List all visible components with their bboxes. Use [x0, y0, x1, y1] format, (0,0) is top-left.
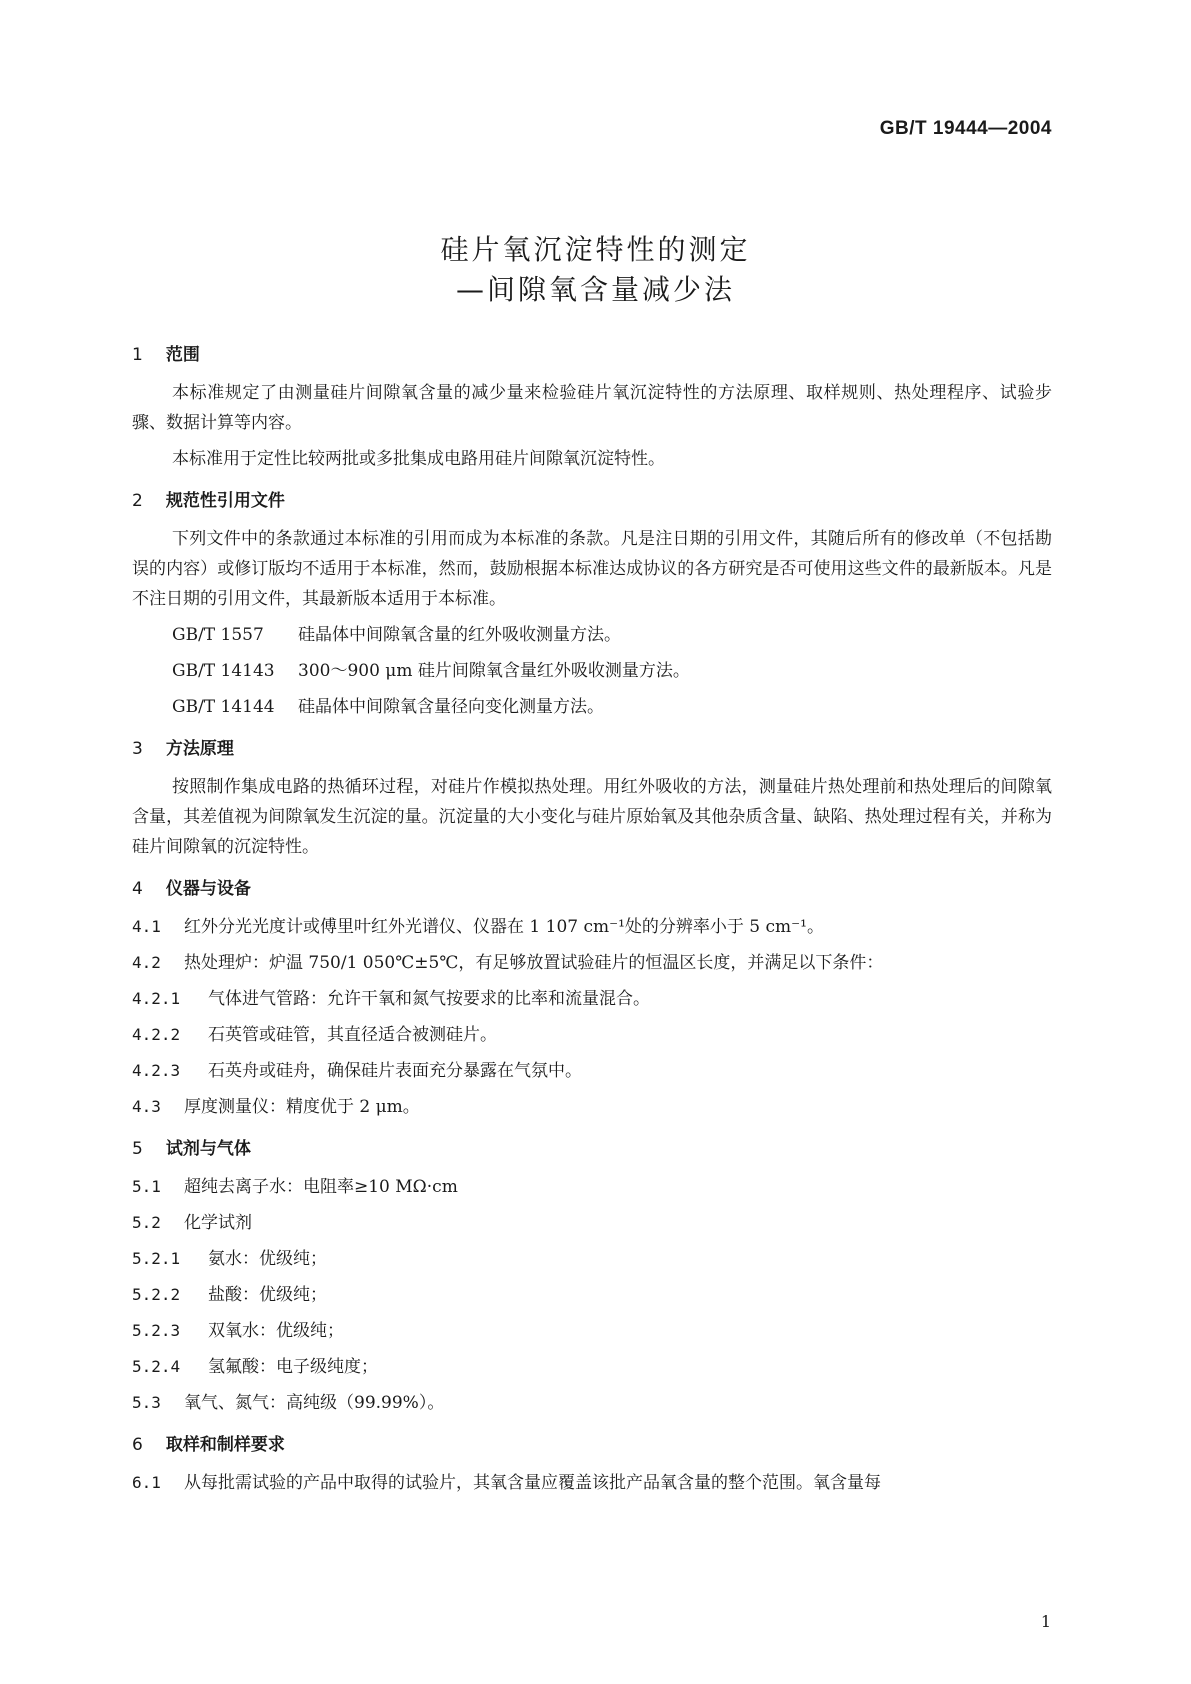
section-number: 5 [132, 1139, 143, 1159]
section-number: 6 [132, 1435, 143, 1455]
section-heading [132, 1134, 1052, 1164]
section-heading [132, 340, 1052, 370]
clause-number: 4.2.2 [132, 1025, 181, 1044]
clause-item [132, 1388, 1052, 1418]
clause-text: 化学试剂 [184, 1213, 252, 1233]
clause-text: 从每批需试验的产品中取得的试验片，其氧含量应覆盖该批产品氧含量的整个范围。氧含量每 [184, 1473, 881, 1493]
clause-text: 氧气、氮气：高纯级（99.99%）。 [184, 1393, 445, 1413]
reference-item [132, 656, 1052, 686]
clause-item [132, 1020, 1052, 1050]
clause-item [132, 1056, 1052, 1086]
clause-item [132, 1468, 1052, 1498]
section-number: 3 [132, 739, 143, 759]
paragraph: 按照制作集成电路的热循环过程，对硅片作模拟热处理。用红外吸收的方法，测量硅片热处理前和热处理后的间隙氧含量，其差值视为间隙氧发生沉淀的量。沉淀量的大小变化与硅片原始氧及其他杂质含量、缺陷、热处理过程有关，并称为硅片间隙氧的沉淀特性。 [132, 777, 1052, 857]
reference-code: GB/T 14143 [172, 661, 275, 681]
section-heading [132, 1430, 1052, 1460]
clause-text: 超纯去离子水：电阻率≥10 MΩ·cm [184, 1177, 458, 1197]
document-subtitle: —间隙氧含量减少法 [455, 273, 735, 306]
clause-number: 4.3 [132, 1097, 161, 1116]
reference-code: GB/T 14144 [172, 697, 275, 717]
clause-item [132, 948, 1052, 978]
clause-number: 4.1 [132, 917, 161, 936]
paragraph: 本标准规定了由测量硅片间隙氧含量的减少量来检验硅片氧沉淀特性的方法原理、取样规则、热处理程序、试验步骤、数据计算等内容。 [132, 383, 1052, 433]
clause-item [132, 1280, 1052, 1310]
clause-number: 4.2.3 [132, 1061, 181, 1080]
clause-number: 4.2 [132, 953, 161, 972]
standard-number: GB/T 19444—2004 [879, 118, 1052, 139]
clause-text: 热处理炉：炉温 750/1 050℃±5℃，有足够放置试验硅片的恒温区长度，并满足以下条件： [184, 953, 884, 973]
clause-number: 4.2.1 [132, 989, 181, 1008]
section-number: 4 [132, 879, 143, 899]
clause-text: 厚度测量仪：精度优于 2 μm。 [184, 1097, 420, 1117]
clause-number: 5.1 [132, 1177, 161, 1196]
clause-text: 石英舟或硅舟，确保硅片表面充分暴露在气氛中。 [208, 1061, 582, 1081]
clause-item [132, 984, 1052, 1014]
clause-number: 5.2 [132, 1213, 161, 1232]
reference-title: 硅晶体中间隙氧含量的红外吸收测量方法。 [298, 625, 621, 645]
section-title: 方法原理 [165, 739, 234, 759]
reference-title: 300～900 μm 硅片间隙氧含量红外吸收测量方法。 [298, 661, 690, 681]
clause-item [132, 1316, 1052, 1346]
clause-item [132, 1092, 1052, 1122]
section-title: 范围 [165, 345, 200, 365]
paragraph: 下列文件中的条款通过本标准的引用而成为本标准的条款。凡是注日期的引用文件，其随后所有的修改单（不包括勘误的内容）或修订版均不适用于本标准，然而，鼓励根据本标准达成协议的各方研究是否可使用这些文件的最新版本。凡是不注日期的引用文件，其最新版本适用于本标准。 [132, 529, 1052, 609]
section-heading [132, 734, 1052, 764]
section-title: 试剂与气体 [165, 1139, 251, 1159]
reference-code: GB/T 1557 [172, 625, 264, 645]
section-title: 仪器与设备 [165, 879, 251, 899]
reference-item [132, 692, 1052, 722]
clause-text: 石英管或硅管，其直径适合被测硅片。 [208, 1025, 497, 1045]
clause-text: 氢氟酸：电子级纯度； [208, 1357, 378, 1377]
clause-text: 红外分光光度计或傅里叶红外光谱仪、仪器在 1 107 cm⁻¹处的分辨率小于 5 cm⁻¹。 [184, 917, 824, 937]
section-title: 取样和制样要求 [165, 1435, 285, 1455]
section-title: 规范性引用文件 [165, 491, 285, 511]
clause-item [132, 1244, 1052, 1274]
document-title: 硅片氧沉淀特性的测定 [440, 233, 751, 266]
document-body [132, 340, 1052, 1504]
section-number: 2 [132, 491, 143, 511]
clause-number: 5.2.3 [132, 1321, 181, 1340]
clause-text: 盐酸：优级纯； [208, 1285, 327, 1305]
clause-text: 气体进气管路：允许干氧和氮气按要求的比率和流量混合。 [208, 989, 650, 1009]
clause-item [132, 912, 1052, 942]
clause-number: 5.2.4 [132, 1357, 181, 1376]
clause-item [132, 1352, 1052, 1382]
paragraph: 本标准用于定性比较两批或多批集成电路用硅片间隙氧沉淀特性。 [172, 449, 665, 469]
clause-text: 双氧水：优级纯； [208, 1321, 344, 1341]
page-number: 1 [1040, 1612, 1051, 1631]
clause-number: 6.1 [132, 1473, 161, 1492]
clause-text: 氨水：优级纯； [208, 1249, 327, 1269]
section-heading [132, 486, 1052, 516]
clause-item [132, 1172, 1052, 1202]
clause-item [132, 1208, 1052, 1238]
section-number: 1 [132, 345, 143, 365]
section-heading [132, 874, 1052, 904]
clause-number: 5.3 [132, 1393, 161, 1412]
reference-title: 硅晶体中间隙氧含量径向变化测量方法。 [298, 697, 604, 717]
clause-number: 5.2.1 [132, 1249, 181, 1268]
clause-number: 5.2.2 [132, 1285, 181, 1304]
reference-item [132, 620, 1052, 650]
